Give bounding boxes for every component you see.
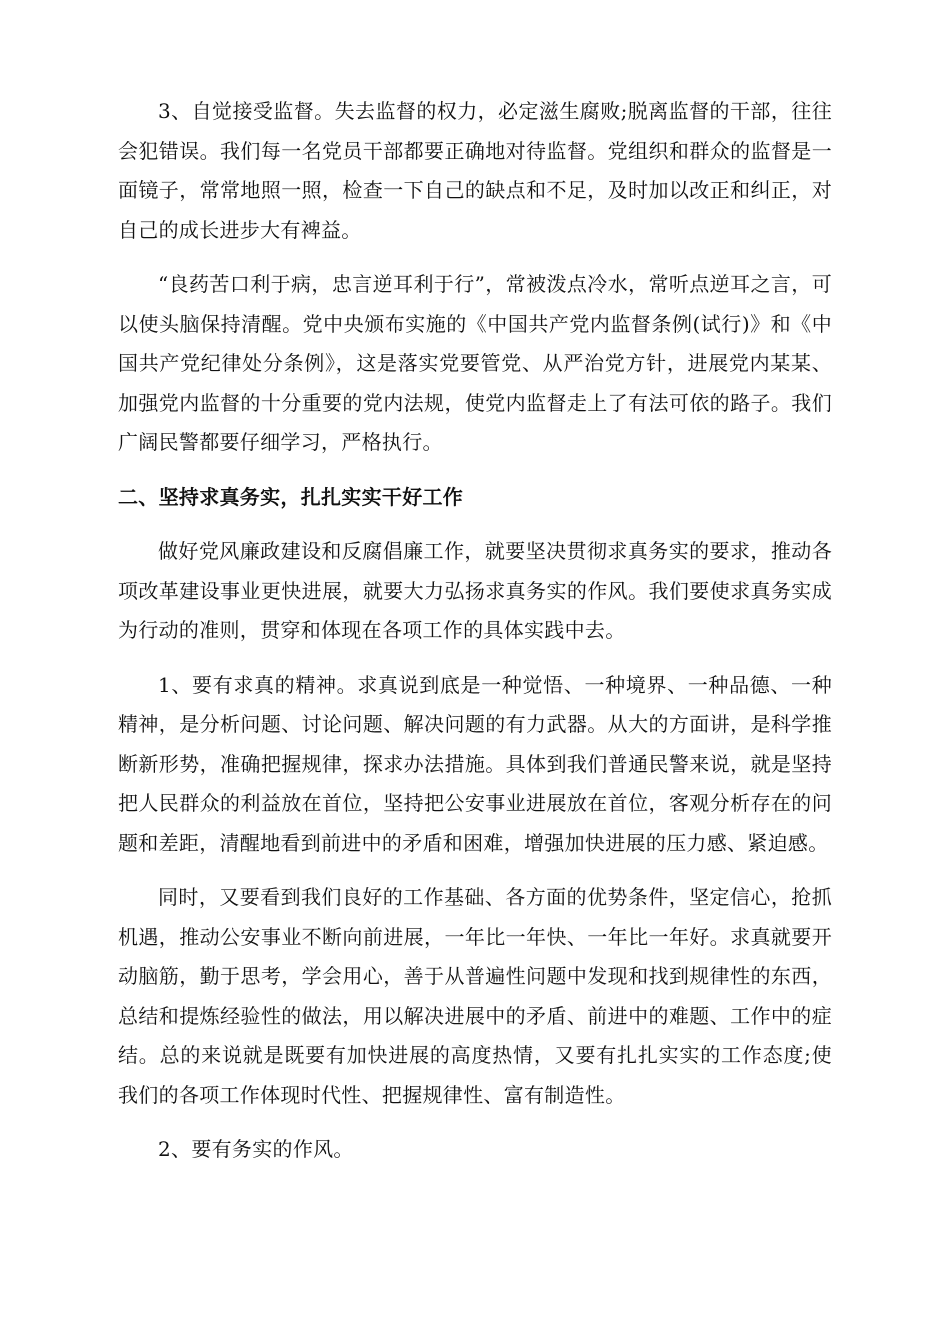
paragraph-truth-seeking: 1、要有求真的精神。求真说到底是一种觉悟、一种境界、一种品德、一种精神，是分析问题、讨论问题、解决问题的有力武器。从大的方面讲，是科学推断新形势，准确把握规律，探求办法措施。具体到我们普通民警来说，就是坚持把人民群众的利益放在首位，坚持把公安事业进展放在首位，客观分析存在的问题和差距，清醒地看到前进中的矛盾和困难，增强加快进展的压力感、紧迫感。	[118, 672, 832, 855]
paragraph-proverb: “良药苦口利于病，忠言逆耳利于行”，常被泼点冷水，常听点逆耳之言，可以使头脑保持清醒。党中央颁布实施的《中国共产党内监督条例(试行)》和《中国共产党纪律处分条例》，这是落实党要管党、从严治党方针，进展党内某某、加强党内监督的十分重要的党内法规，使党内监督走上了有法可依的路子。我们广阔民警都要仔细学习，严格执行。	[118, 272, 832, 454]
document-body	[118, 92, 832, 1185]
paragraph-confidence: 同时，又要看到我们良好的工作基础、各方面的优势条件，坚定信心，抢抓机遇，推动公安事业不断向前进展，一年比一年快、一年比一年好。求真就要开动脑筋，勤于思考，学会用心，善于从普遍性问题中发现和找到规律性的东西，总结和提炼经验性的做法，用以解决进展中的矛盾、前进中的难题、工作中的症结。总的来说就是既要有加快进展的高度热情，又要有扎扎实实的工作态度;使我们的各项工作体现时代性、把握规律性、富有制造性。	[118, 885, 832, 1107]
section-heading: 二、坚持求真务实，扎扎实实干好工作	[118, 484, 464, 509]
paragraph-practical-style: 2、要有务实的作风。	[158, 1137, 354, 1161]
paragraph-pragmatism: 做好党风廉政建设和反腐倡廉工作，就要坚决贯彻求真务实的要求，推动各项改革建设事业更快进展，就要大力弘扬求真务实的作风。我们要使求真务实成为行动的准则，贯穿和体现在各项工作的具体实践中去。	[118, 539, 832, 642]
paragraph-supervision: 3、自觉接受监督。失去监督的权力，必定滋生腐败;脱离监督的干部，往往会犯错误。我们每一名党员干部都要正确地对待监督。党组织和群众的监督是一面镜子，常常地照一照，检查一下自己的缺点和不足，及时加以改正和纠正，对自己的成长进步大有裨益。	[118, 99, 832, 242]
